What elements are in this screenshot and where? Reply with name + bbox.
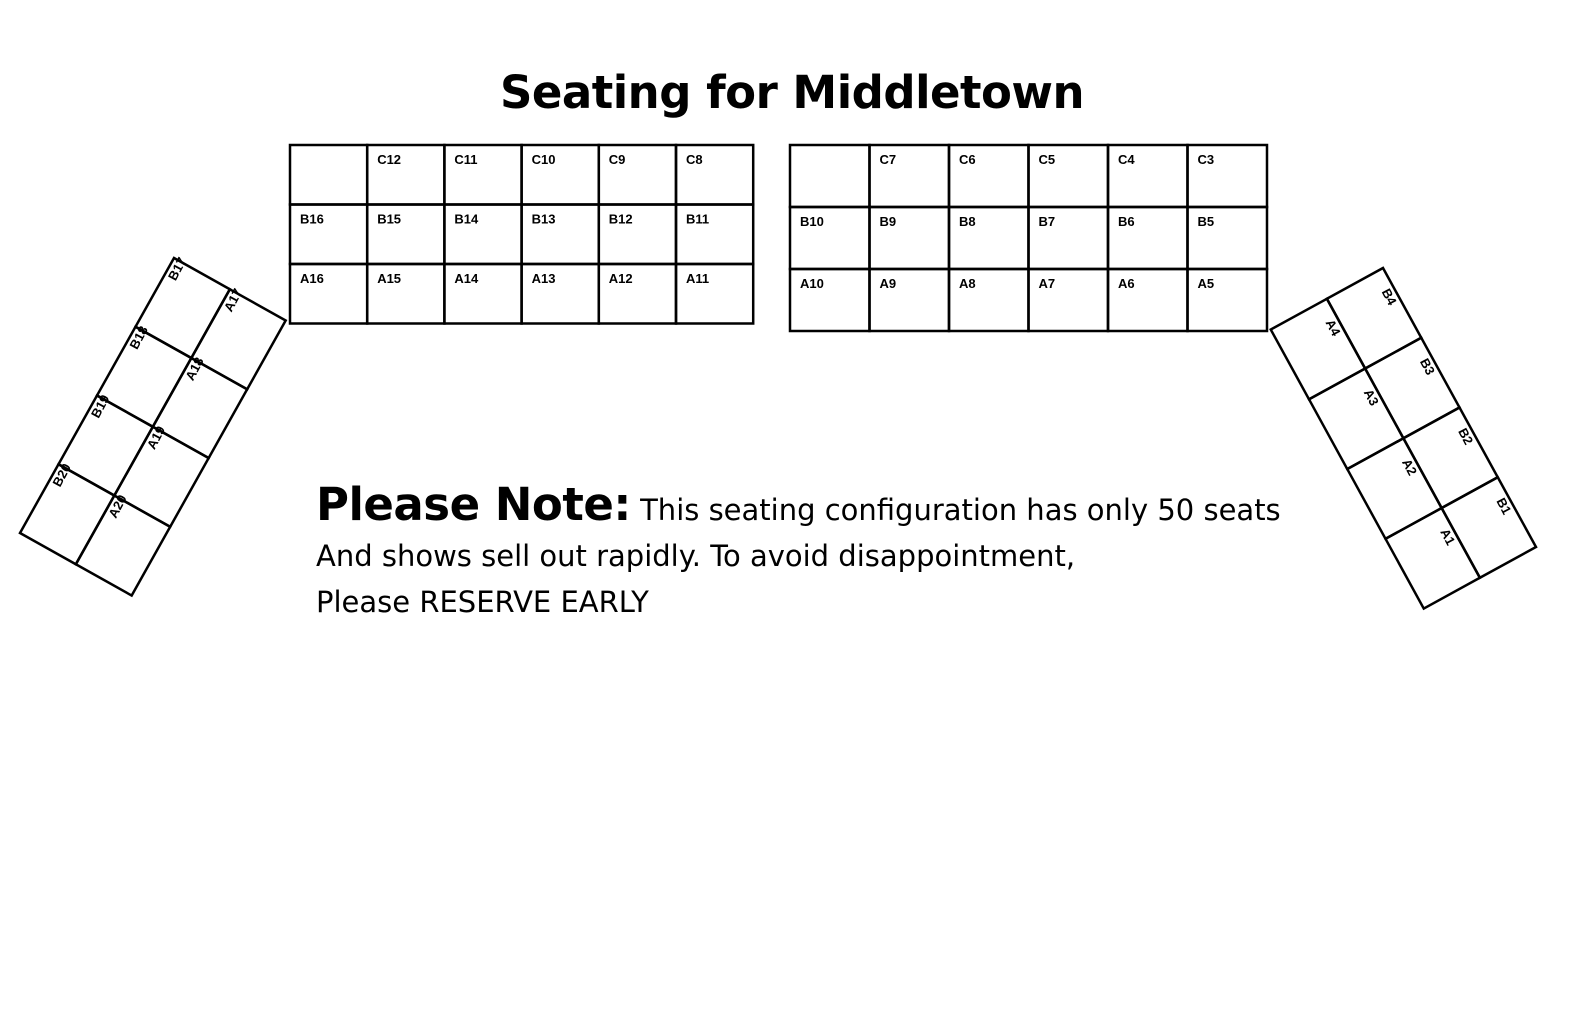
- seat-label: C10: [531, 152, 556, 167]
- seat[interactable]: [870, 207, 950, 269]
- seat-label: B5: [1197, 214, 1215, 229]
- seat-label: A19: [143, 423, 169, 452]
- seat-label: B17: [164, 254, 190, 283]
- note-line-2: And shows sell out rapidly. To avoid disappointment,: [316, 539, 1076, 573]
- seat-label: B14: [454, 211, 479, 227]
- seat-label: B18: [126, 323, 151, 352]
- seat-label: A16: [300, 271, 324, 286]
- seat[interactable]: [949, 207, 1029, 269]
- seat-label: B9: [879, 214, 897, 229]
- seat[interactable]: [790, 145, 870, 207]
- seat[interactable]: [522, 205, 599, 265]
- seat-label: B2: [1455, 425, 1477, 448]
- seat-box[interactable]: [1365, 338, 1459, 439]
- seat-label: A15: [377, 271, 402, 286]
- seat-label: B4: [1378, 285, 1400, 308]
- seat-label: C3: [1197, 152, 1215, 167]
- seat[interactable]: [76, 492, 170, 595]
- seat-label: C7: [879, 152, 897, 167]
- seat-label: A18: [182, 354, 207, 383]
- note-lead: Please Note:: [316, 478, 631, 531]
- seat[interactable]: [1327, 268, 1421, 369]
- seat[interactable]: [790, 207, 870, 269]
- seat-box[interactable]: [1271, 299, 1365, 400]
- seat-label: A11: [686, 271, 710, 286]
- seat[interactable]: [949, 145, 1029, 207]
- seat-label: B15: [377, 211, 402, 227]
- seat-box[interactable]: [1403, 408, 1497, 509]
- seat-label: B16: [300, 211, 324, 227]
- seat[interactable]: [599, 264, 676, 324]
- seat-box[interactable]: [1442, 477, 1536, 578]
- seat-label: B8: [959, 214, 976, 229]
- seat-label: A17: [220, 286, 246, 315]
- seat[interactable]: [522, 145, 599, 205]
- seat[interactable]: [1188, 145, 1268, 207]
- seat-label: B11: [686, 211, 710, 227]
- seat-label: B3: [1416, 355, 1438, 378]
- seat-label: A10: [800, 276, 824, 291]
- seat-box[interactable]: [790, 145, 870, 207]
- seat[interactable]: [114, 424, 208, 527]
- seat[interactable]: [1386, 508, 1480, 609]
- seat[interactable]: [290, 145, 367, 205]
- note-block: [316, 478, 1316, 625]
- note-line-3: Please RESERVE EARLY: [316, 585, 649, 619]
- seat-label: C9: [608, 152, 626, 167]
- seat[interactable]: [599, 205, 676, 265]
- note-line-1: [316, 478, 1316, 533]
- seat[interactable]: [676, 264, 753, 324]
- seat-label: C8: [686, 152, 703, 167]
- seat-label: B10: [800, 214, 824, 229]
- seat-label: A3: [1360, 386, 1382, 409]
- seat[interactable]: [1188, 207, 1268, 269]
- seat[interactable]: [1309, 369, 1403, 470]
- seat[interactable]: [290, 264, 367, 324]
- seat-box[interactable]: [1327, 268, 1421, 369]
- seat-box[interactable]: [1347, 438, 1441, 539]
- seat-label: A12: [608, 271, 633, 286]
- seat-label: A7: [1038, 276, 1056, 291]
- note-text-1: This seating configuration has only 50 seats: [630, 493, 1281, 527]
- seat[interactable]: [367, 264, 444, 324]
- seat-label: B1: [1493, 495, 1515, 517]
- seat[interactable]: [522, 264, 599, 324]
- seat[interactable]: [1029, 207, 1109, 269]
- seat[interactable]: [20, 461, 114, 564]
- seat[interactable]: [191, 286, 285, 389]
- seat-label: A6: [1118, 276, 1135, 291]
- seat[interactable]: [136, 255, 230, 358]
- seat[interactable]: [290, 205, 367, 265]
- seat[interactable]: [790, 269, 870, 331]
- seat[interactable]: [1271, 299, 1365, 400]
- seat[interactable]: [367, 145, 444, 205]
- seat[interactable]: [599, 145, 676, 205]
- seat-label: C4: [1118, 152, 1135, 167]
- seat[interactable]: [444, 145, 521, 205]
- seat-box[interactable]: [1309, 369, 1403, 470]
- seat[interactable]: [1108, 145, 1188, 207]
- seat[interactable]: [1108, 207, 1188, 269]
- seat[interactable]: [444, 205, 521, 265]
- seat[interactable]: [444, 264, 521, 324]
- seat-label: A13: [531, 271, 556, 286]
- seat[interactable]: [1365, 338, 1459, 439]
- seat-label: B13: [531, 211, 556, 227]
- seat-label: A20: [105, 492, 130, 521]
- seat-label: C12: [377, 152, 402, 167]
- seat[interactable]: [367, 205, 444, 265]
- seat[interactable]: [1347, 438, 1441, 539]
- seat-label: A8: [959, 276, 976, 291]
- seat-label: C11: [454, 152, 478, 167]
- seat-label: A1: [1437, 525, 1459, 548]
- seat-label: B20: [49, 460, 74, 490]
- seat[interactable]: [949, 269, 1029, 331]
- seat-label: A4: [1322, 316, 1344, 339]
- seat[interactable]: [870, 145, 950, 207]
- seat-label: B7: [1038, 214, 1056, 229]
- seat-label: B19: [87, 392, 113, 421]
- seat-label: B12: [608, 211, 633, 227]
- seat[interactable]: [153, 355, 247, 458]
- seat-label: C5: [1038, 152, 1056, 167]
- seat[interactable]: [1108, 269, 1188, 331]
- seat-label: A9: [879, 276, 897, 291]
- seat[interactable]: [97, 323, 191, 426]
- seat-label: A5: [1197, 276, 1215, 291]
- seat-label: A2: [1399, 456, 1421, 478]
- seat-box[interactable]: [290, 145, 367, 205]
- seat[interactable]: [676, 205, 753, 265]
- seat-label: B6: [1118, 214, 1135, 229]
- seat[interactable]: [870, 269, 950, 331]
- seat[interactable]: [1029, 269, 1109, 331]
- seat-box[interactable]: [1386, 508, 1480, 609]
- seat[interactable]: [59, 392, 153, 495]
- seat[interactable]: [1029, 145, 1109, 207]
- seat[interactable]: [1442, 477, 1536, 578]
- seat-label: A14: [454, 271, 479, 286]
- seat-label: C6: [959, 152, 976, 167]
- seat[interactable]: [1403, 408, 1497, 509]
- page-title: Seating for Middletown: [499, 66, 1085, 119]
- seat[interactable]: [1188, 269, 1268, 331]
- seat[interactable]: [676, 145, 753, 205]
